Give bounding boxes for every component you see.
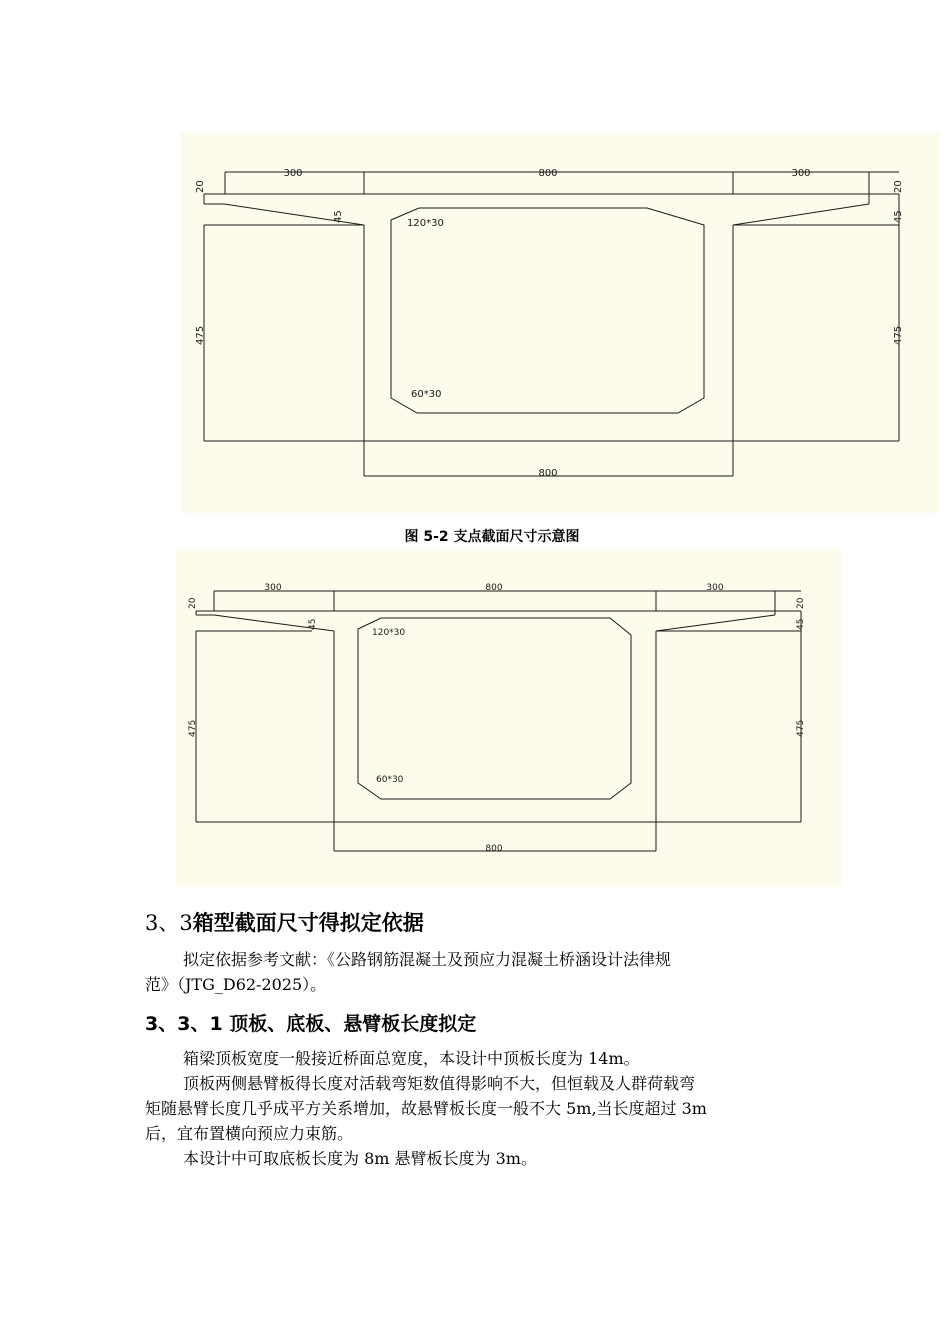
- fillet-bottom-label: 60*30: [411, 389, 442, 400]
- dim-bottom: 800: [485, 844, 503, 854]
- paragraph-2-line-2: 矩随悬臂长度几乎成平方关系增加，故悬臂板长度一般不大 5m,当长度超过 3m: [145, 1099, 707, 1118]
- dim-left-20: 20: [188, 597, 198, 609]
- dim-top-left: 300: [264, 583, 282, 593]
- basis-line-2: 范》（JTG_D62-2025）。: [145, 975, 327, 994]
- dim-right-45: 45: [796, 618, 806, 630]
- dim-right-475: 475: [893, 325, 904, 345]
- dim-top-mid: 800: [538, 168, 558, 179]
- fillet-bottom-label: 60*30: [376, 775, 404, 785]
- dim-left-45: 45: [308, 618, 318, 630]
- dim-left-20: 20: [195, 180, 206, 193]
- dim-top-right: 300: [791, 168, 811, 179]
- dim-top-left: 300: [283, 168, 303, 179]
- dim-top-mid: 800: [485, 583, 503, 593]
- dim-top-right: 300: [706, 583, 724, 593]
- paragraph-3: 本设计中可取底板长度为 8m 悬臂板长度为 3m。: [183, 1149, 537, 1168]
- paragraph-2-line-1: 顶板两侧悬臂板得长度对活载弯矩数值得影响不大，但恒载及人群荷载弯: [183, 1074, 696, 1093]
- dim-left-45: 45: [333, 210, 344, 223]
- section-title: 箱型截面尺寸得拟定依据: [192, 911, 424, 935]
- basis-line-1: 拟定依据参考文献：《公路钢筋混凝土及预应力混凝土桥涵设计法律规: [183, 950, 672, 969]
- dim-right-20: 20: [796, 597, 806, 609]
- figure-caption: 图 5-2 支点截面尺寸示意图: [404, 529, 580, 545]
- cross-section-figure-1: [181, 133, 940, 513]
- dim-right-20: 20: [893, 180, 904, 193]
- fillet-top-label: 120*30: [372, 628, 406, 638]
- dim-left-475: 475: [195, 325, 206, 345]
- section-number: 3、3: [145, 911, 193, 935]
- section-heading: [145, 907, 424, 937]
- dim-bottom: 800: [538, 468, 558, 479]
- dim-left-475: 475: [188, 719, 198, 737]
- subsection-heading: 3、3、1 顶板、底板、悬臂板长度拟定: [145, 1013, 477, 1035]
- cross-section-figure-2: [176, 549, 841, 887]
- paragraph-1: 箱梁顶板宽度一般接近桥面总宽度，本设计中顶板长度为 14m。: [183, 1049, 640, 1068]
- fillet-top-label: 120*30: [407, 218, 444, 229]
- paragraph-2-line-3: 后，宜布置横向预应力束筋。: [145, 1124, 354, 1143]
- dim-right-475: 475: [796, 719, 806, 737]
- dim-right-45: 45: [893, 210, 904, 223]
